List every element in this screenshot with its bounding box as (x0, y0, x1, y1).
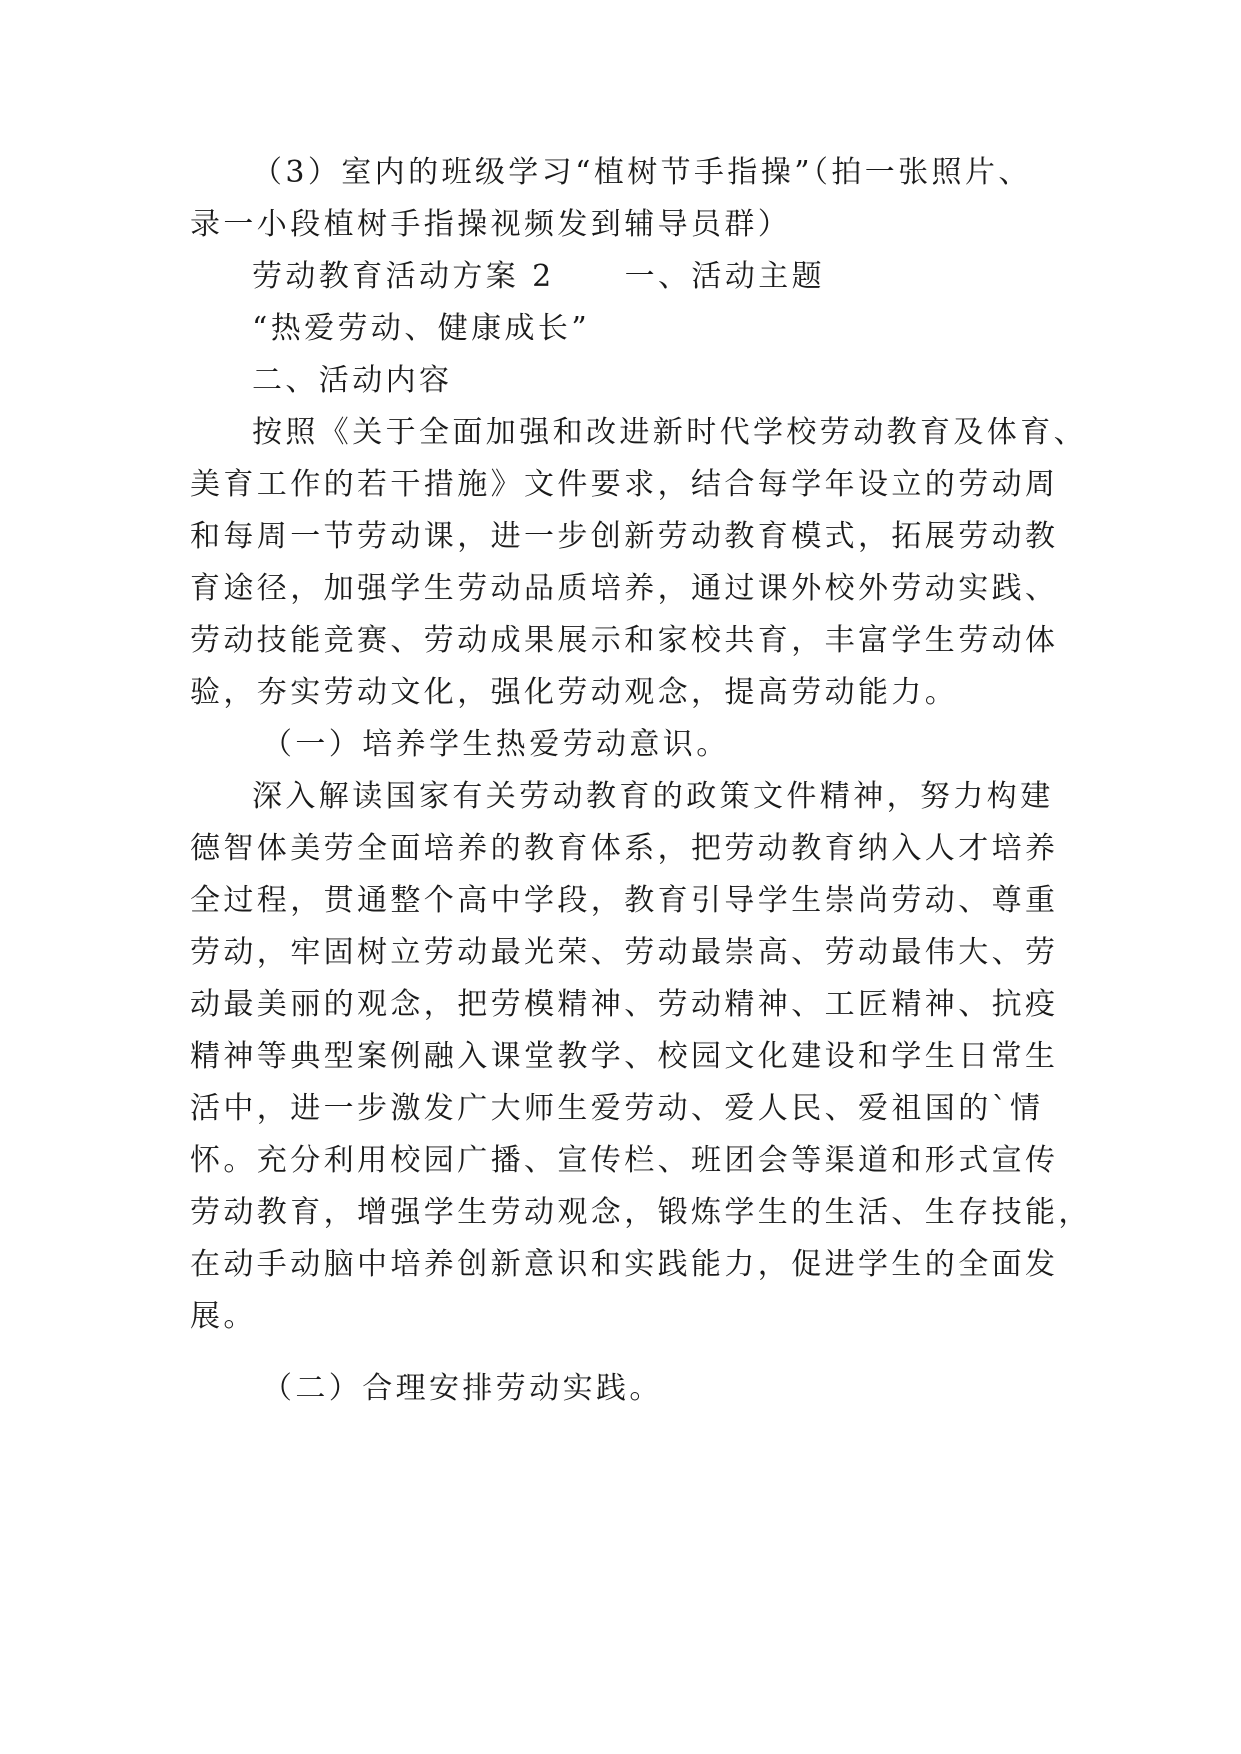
paragraph-line: 深入解读国家有关劳动教育的政策文件精神，努力构建 (252, 779, 1054, 814)
theme-line: “热爱劳动、健康成长” (252, 311, 591, 346)
subsection-heading: （二）合理安排劳动实践。 (262, 1371, 663, 1406)
plan-title: 劳动教育活动方案 2 (252, 259, 555, 294)
paragraph-line: 德智体美劳全面培养的教育体系，把劳动教育纳入人才培养 (190, 831, 1059, 866)
paragraph-line: 劳动，牢固树立劳动最光荣、劳动最崇高、劳动最伟大、劳 (190, 935, 1059, 970)
paragraph-line: 录一小段植树手指操视频发到辅导员群） (190, 207, 792, 242)
paragraph-line: 育途径，加强学生劳动品质培养，通过课外校外劳动实践、 (190, 571, 1059, 606)
paragraph-line: 美育工作的若干措施》文件要求，结合每学年设立的劳动周 (190, 467, 1059, 502)
section-heading: 二、活动内容 (252, 363, 453, 398)
paragraph-line: 劳动技能竞赛、劳动成果展示和家校共育，丰富学生劳动体 (190, 623, 1059, 658)
paragraph-line (252, 257, 825, 297)
paragraph-line: 动最美丽的观念，把劳模精神、劳动精神、工匠精神、抗疫 (190, 987, 1059, 1022)
paragraph-line: 怀。充分利用校园广播、宣传栏、班团会等渠道和形式宣传 (190, 1143, 1059, 1178)
paragraph-line: 展。 (190, 1299, 257, 1334)
paragraph-line: （3）室内的班级学习“植树节手指操”（拍一张照片、 (252, 155, 1032, 190)
paragraph-line: 和每周一节劳动课，进一步创新劳动教育模式，拓展劳动教 (190, 519, 1059, 554)
paragraph-line: 劳动教育，增强学生劳动观念，锻炼学生的生活、生存技能， (190, 1195, 1092, 1230)
subsection-heading: （一）培养学生热爱劳动意识。 (262, 727, 730, 762)
paragraph-line: 活中，进一步激发广大师生爱劳动、爱人民、爱祖国的`情 (190, 1091, 1044, 1126)
paragraph-line: 精神等典型案例融入课堂教学、校园文化建设和学生日常生 (190, 1039, 1059, 1074)
paragraph-line: 在动手动脑中培养创新意识和实践能力，促进学生的全面发 (190, 1247, 1059, 1282)
section-heading: 一、活动主题 (624, 259, 826, 294)
paragraph-line: 按照《关于全面加强和改进新时代学校劳动教育及体育、 (252, 415, 1087, 450)
paragraph-line: 验，夯实劳动文化，强化劳动观念，提高劳动能力。 (190, 675, 959, 710)
paragraph-line: 全过程，贯通整个高中学段，教育引导学生崇尚劳动、尊重 (190, 883, 1059, 918)
